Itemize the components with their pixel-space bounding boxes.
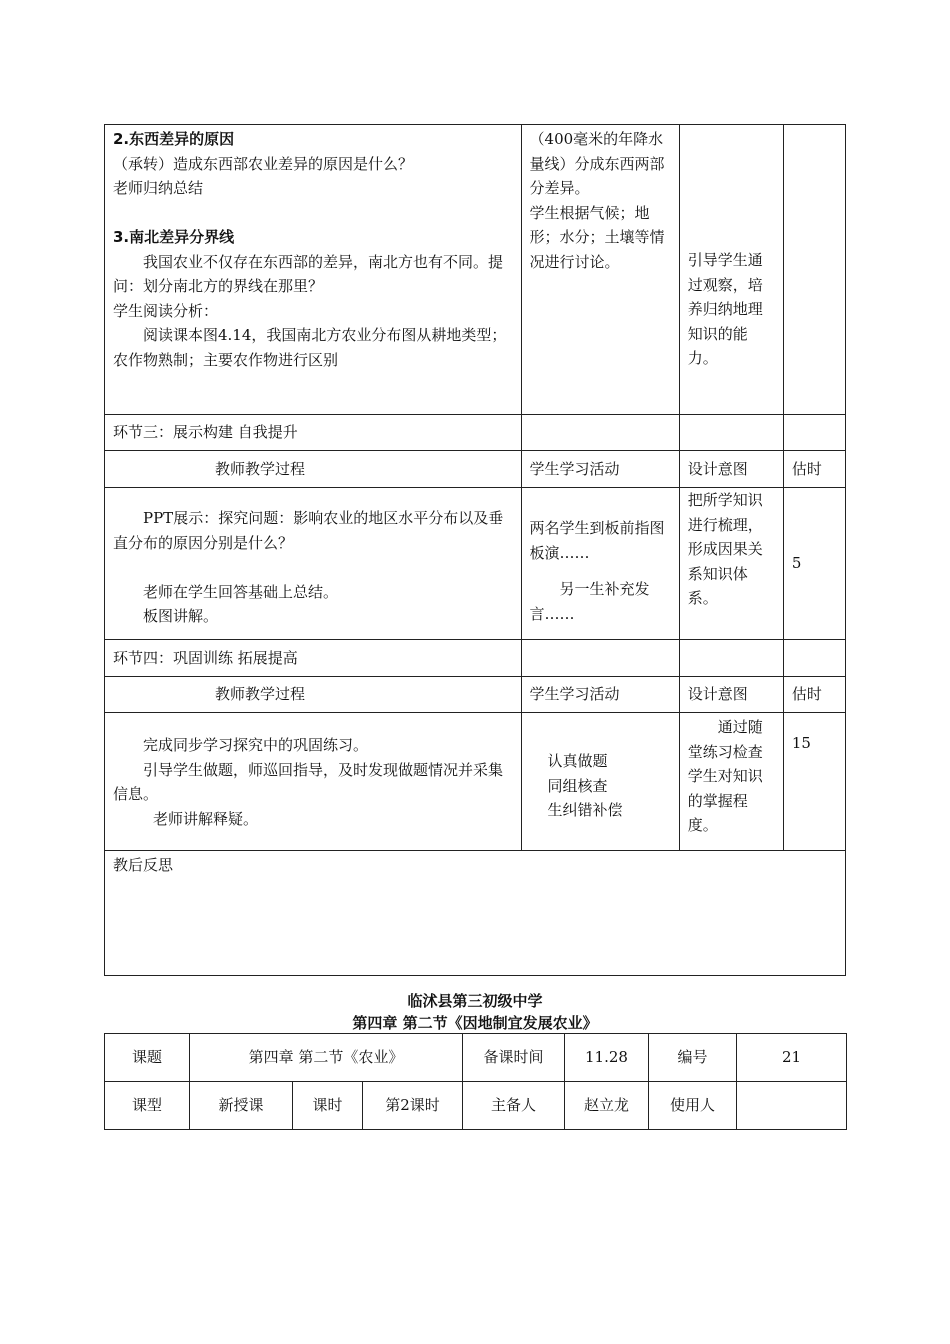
number-value: 21	[737, 1034, 847, 1082]
design-intent-text: 通过随堂练习检查学生对知识的掌握程度。	[687, 718, 763, 834]
teacher-process-cell	[105, 713, 522, 851]
east-west-heading: 2.东西差异的原因	[113, 130, 235, 148]
prep-time-label: 备课时间	[463, 1034, 565, 1082]
type-label: 课型	[105, 1082, 190, 1130]
student-activity-text: 认真做题	[547, 752, 608, 770]
content-row	[105, 713, 846, 851]
column-header-row	[105, 677, 846, 713]
prep-time-value: 11.28	[565, 1034, 649, 1082]
period-label: 课时	[293, 1082, 363, 1130]
preparer-value: 赵立龙	[565, 1082, 649, 1130]
header-teacher-process: 教师教学过程	[105, 451, 522, 488]
teacher-process-text: 老师讲解释疑。	[153, 809, 259, 828]
section-title: 环节四：巩固训练 拓展提高	[105, 640, 522, 677]
design-intent-cell	[679, 488, 783, 640]
teacher-process-text: 完成同步学习探究中的巩固练习。	[143, 736, 369, 754]
design-intent-text: 把所学知识进行梳理，形成因果关系知识体系。	[687, 491, 763, 607]
student-activity-cell	[521, 125, 679, 415]
teacher-process-cell	[105, 488, 522, 640]
time-cell	[783, 125, 845, 415]
lesson-plan-table	[104, 124, 846, 976]
student-activity-text: 另一生补充发言……	[529, 580, 650, 623]
design-intent-text: 引导学生通过观察，培养归纳地理知识的能力。	[687, 251, 763, 368]
teacher-process-cell	[105, 125, 522, 415]
time-value: 5	[783, 488, 845, 640]
student-activity-cell	[521, 713, 679, 851]
period-value: 第2课时	[363, 1082, 463, 1130]
meta-row	[105, 1034, 847, 1082]
content-row	[105, 488, 846, 640]
topic-value: 第四章 第二节《农业》	[190, 1034, 463, 1082]
header-design-intent: 设计意图	[679, 677, 783, 713]
preparer-label: 主备人	[463, 1082, 565, 1130]
header-design-intent: 设计意图	[679, 451, 783, 488]
meta-row	[105, 1082, 847, 1130]
north-south-heading: 3.南北差异分界线	[113, 228, 235, 246]
student-activity-text: （400毫米的年降水量线）分成东西两部分差异。	[529, 130, 665, 197]
north-south-paragraph: 我国农业不仅存在东西部的差异，南北方也有不同。提问：划分南北方的界线在那里？	[113, 252, 504, 295]
east-west-summary: 老师归纳总结	[113, 179, 204, 197]
reflection-label: 教后反思	[105, 851, 846, 976]
student-activity-cell	[521, 488, 679, 640]
header-student-activity: 学生学习活动	[521, 451, 679, 488]
student-activity-text: 两名学生到板前指图板演……	[529, 519, 665, 562]
school-title: 临沭县第三初级中学	[407, 992, 543, 1010]
lesson-title: 第四章 第二节《因地制宜发展农业》	[352, 1014, 598, 1032]
student-activity-text: 生纠错补偿	[547, 801, 623, 819]
student-activity-text: 同组核查	[547, 776, 608, 795]
design-intent-cell	[679, 713, 783, 851]
type-value: 新授课	[190, 1082, 293, 1130]
design-intent-cell	[679, 125, 783, 415]
east-west-question: （承转）造成东西部农业差异的原因是什么？	[113, 154, 414, 173]
section-title-row	[105, 640, 846, 677]
north-south-reading-text: 阅读课本图4.14，我国南北方农业分布图从耕地类型；农作物熟制；主要农作物进行区别	[113, 326, 507, 369]
header-time: 估时	[783, 677, 845, 713]
content-row	[105, 125, 846, 415]
header-student-activity: 学生学习活动	[521, 677, 679, 713]
topic-label: 课题	[105, 1034, 190, 1082]
teacher-process-text: PPT展示：探究问题：影响农业的地区水平分布以及垂直分布的原因分别是什么？	[113, 509, 504, 552]
teacher-process-text: 老师在学生回答基础上总结。	[143, 582, 339, 601]
header-time: 估时	[783, 451, 845, 488]
north-south-reading-label: 学生阅读分析：	[113, 301, 219, 320]
section-title-row	[105, 415, 846, 451]
lesson-meta-table	[104, 1033, 847, 1130]
section-title: 环节三：展示构建 自我提升	[105, 415, 522, 451]
column-header-row	[105, 451, 846, 488]
user-label: 使用人	[649, 1082, 737, 1130]
time-value: 15	[783, 713, 845, 851]
header-teacher-process: 教师教学过程	[105, 677, 522, 713]
user-value	[737, 1082, 847, 1130]
teacher-process-text: 引导学生做题，师巡回指导，及时发现做题情况并采集信息。	[113, 760, 504, 803]
number-label: 编号	[649, 1034, 737, 1082]
teacher-process-text: 板图讲解。	[143, 607, 219, 625]
student-activity-text: 学生根据气候；地形；水分；土壤等情况进行讨论。	[529, 203, 665, 271]
reflection-row	[105, 851, 846, 976]
